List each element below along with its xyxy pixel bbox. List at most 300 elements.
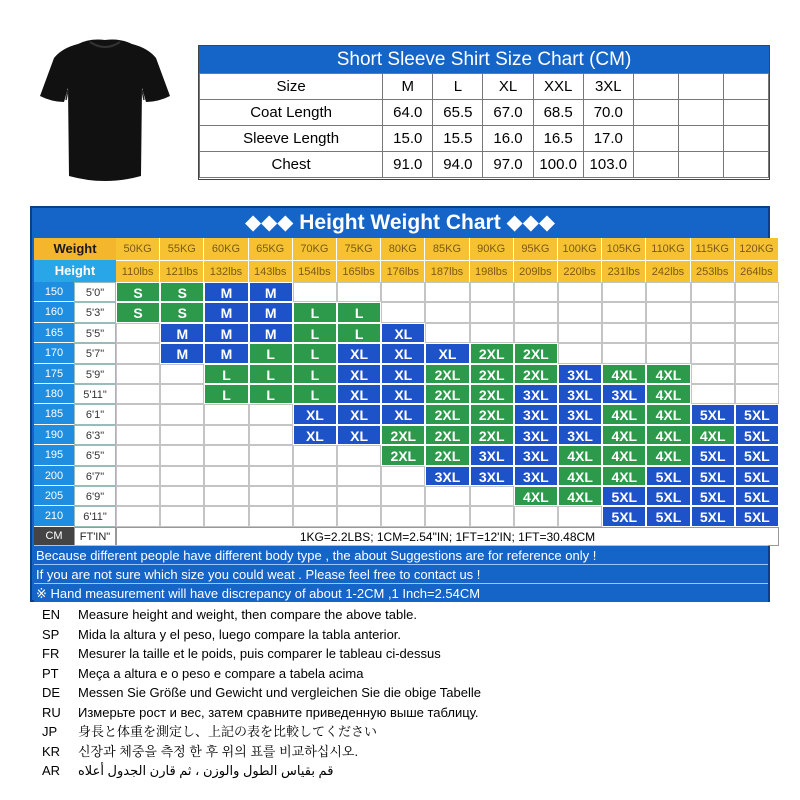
height-ft-label: 5'3" bbox=[74, 302, 116, 322]
size-cell: 5XL bbox=[735, 506, 779, 526]
size-cell: 2XL bbox=[425, 445, 469, 465]
empty-cell bbox=[160, 425, 204, 445]
empty-cell bbox=[116, 384, 160, 404]
height-ft-label: 6'7" bbox=[74, 466, 116, 486]
weight-kg-header: 100KG bbox=[558, 238, 602, 260]
size-cell: 5XL bbox=[691, 404, 735, 424]
empty-cell bbox=[602, 323, 646, 343]
footer-cm-label: CM bbox=[34, 527, 74, 546]
shirt-size-chart bbox=[198, 45, 770, 180]
empty-cell bbox=[204, 506, 248, 526]
size-cell: M bbox=[204, 323, 248, 343]
size-cell: 4XL bbox=[602, 466, 646, 486]
size-cell: 2XL bbox=[470, 404, 514, 424]
size-cell: 4XL bbox=[646, 404, 690, 424]
weight-kg-header: 105KG bbox=[602, 238, 646, 260]
language-code: SP bbox=[42, 626, 60, 642]
size-cell: 3XL bbox=[470, 466, 514, 486]
empty-cell bbox=[116, 486, 160, 506]
instruction-text: 신장과 체중을 측정 한 후 위의 표를 비교하십시오. bbox=[78, 743, 359, 759]
empty-cell bbox=[425, 302, 469, 322]
size-chart-row-label: Size bbox=[200, 74, 383, 100]
size-chart-cell: 67.0 bbox=[483, 100, 533, 126]
size-chart-cell: 103.0 bbox=[583, 152, 633, 178]
size-chart-title: Short Sleeve Shirt Size Chart (CM) bbox=[199, 46, 769, 73]
size-chart-row bbox=[200, 74, 769, 100]
empty-cell bbox=[425, 282, 469, 302]
size-cell: 4XL bbox=[602, 404, 646, 424]
size-cell: L bbox=[293, 364, 337, 384]
size-cell: 4XL bbox=[691, 425, 735, 445]
size-chart-cell: 15.0 bbox=[383, 126, 433, 152]
unit-conversion: 1KG=2.2LBS; 1CM=2.54"IN; 1FT=12'IN; 1FT=30.48CM bbox=[116, 527, 779, 546]
empty-cell bbox=[425, 486, 469, 506]
note-reference: Because different people have different body type , the about Suggestions are for reference only ! bbox=[34, 545, 768, 564]
size-cell: 2XL bbox=[425, 425, 469, 445]
height-cm-label: 205 bbox=[34, 486, 74, 506]
weight-lbs-header: 154lbs bbox=[293, 260, 337, 282]
weight-kg-header: 50KG bbox=[116, 238, 160, 260]
weight-lbs-header: 110lbs bbox=[116, 260, 160, 282]
size-cell: XL bbox=[381, 364, 425, 384]
empty-cell bbox=[381, 282, 425, 302]
size-cell: 5XL bbox=[646, 506, 690, 526]
empty-cell bbox=[646, 302, 690, 322]
size-cell: 2XL bbox=[514, 343, 558, 363]
height-cm-label: 175 bbox=[34, 364, 74, 384]
weight-lbs-header: 198lbs bbox=[470, 260, 514, 282]
height-cm-label: 210 bbox=[34, 506, 74, 526]
size-chart-empty-cell bbox=[678, 126, 723, 152]
weight-lbs-header: 187lbs bbox=[425, 260, 469, 282]
size-cell: 3XL bbox=[514, 466, 558, 486]
size-chart-empty-cell bbox=[633, 126, 678, 152]
weight-kg-header: 65KG bbox=[249, 238, 293, 260]
empty-cell bbox=[691, 323, 735, 343]
empty-cell bbox=[337, 506, 381, 526]
black-shirt-image bbox=[38, 36, 172, 186]
size-chart-cell: 70.0 bbox=[583, 100, 633, 126]
size-cell: L bbox=[249, 384, 293, 404]
empty-cell bbox=[691, 364, 735, 384]
empty-cell bbox=[735, 343, 779, 363]
size-cell: 5XL bbox=[691, 506, 735, 526]
size-chart-cell: 65.5 bbox=[433, 100, 483, 126]
height-ft-label: 5'5" bbox=[74, 323, 116, 343]
instruction-text: Messen Sie Größe und Gewicht und vergleichen Sie die obige Tabelle bbox=[78, 685, 481, 700]
size-cell: XL bbox=[337, 404, 381, 424]
size-cell: 2XL bbox=[470, 384, 514, 404]
size-chart-cell: M bbox=[383, 74, 433, 100]
empty-cell bbox=[735, 384, 779, 404]
size-chart-row-label: Chest bbox=[200, 152, 383, 178]
size-cell: XL bbox=[381, 343, 425, 363]
size-cell: 2XL bbox=[470, 343, 514, 363]
language-code: JP bbox=[42, 724, 58, 739]
size-cell: XL bbox=[293, 425, 337, 445]
weight-lbs-header: 253lbs bbox=[691, 260, 735, 282]
size-cell: 2XL bbox=[381, 445, 425, 465]
size-cell: 2XL bbox=[514, 364, 558, 384]
size-chart-cell: 64.0 bbox=[383, 100, 433, 126]
empty-cell bbox=[249, 506, 293, 526]
size-cell: M bbox=[249, 282, 293, 302]
size-cell: L bbox=[293, 343, 337, 363]
empty-cell bbox=[646, 343, 690, 363]
size-cell: 5XL bbox=[691, 486, 735, 506]
size-cell: L bbox=[337, 323, 381, 343]
size-cell: 2XL bbox=[470, 364, 514, 384]
size-chart-cell: XL bbox=[483, 74, 533, 100]
size-chart-empty-cell bbox=[633, 100, 678, 126]
weight-lbs-header: 231lbs bbox=[602, 260, 646, 282]
size-cell: XL bbox=[381, 384, 425, 404]
instruction-text: Mida la altura y el peso, luego compare la tabla anterior. bbox=[78, 626, 402, 642]
empty-cell bbox=[160, 486, 204, 506]
size-chart-cell: 97.0 bbox=[483, 152, 533, 178]
size-chart-empty-cell bbox=[678, 152, 723, 178]
empty-cell bbox=[116, 445, 160, 465]
weight-kg-header: 70KG bbox=[293, 238, 337, 260]
empty-cell bbox=[293, 486, 337, 506]
language-code: DE bbox=[42, 685, 61, 700]
size-cell: 3XL bbox=[514, 404, 558, 424]
empty-cell bbox=[249, 445, 293, 465]
language-code: EN bbox=[42, 607, 61, 622]
size-cell: 2XL bbox=[425, 384, 469, 404]
empty-cell bbox=[116, 343, 160, 363]
size-cell: S bbox=[160, 302, 204, 322]
empty-cell bbox=[602, 282, 646, 302]
empty-cell bbox=[558, 343, 602, 363]
size-cell: S bbox=[116, 282, 160, 302]
empty-cell bbox=[735, 364, 779, 384]
size-cell: 5XL bbox=[691, 466, 735, 486]
note-contact: If you are not sure which size you could weat . Please feel free to contact us ! bbox=[34, 564, 768, 583]
size-chart-cell: XXL bbox=[533, 74, 583, 100]
size-cell: XL bbox=[337, 425, 381, 445]
size-cell: M bbox=[204, 282, 248, 302]
size-cell: 3XL bbox=[514, 384, 558, 404]
hw-chart-title: ◆◆◆ Height Weight Chart ◆◆◆ bbox=[244, 211, 555, 234]
height-ft-label: 5'7" bbox=[74, 343, 116, 363]
size-cell: L bbox=[293, 323, 337, 343]
size-chart-cell: 68.5 bbox=[533, 100, 583, 126]
size-cell: 4XL bbox=[514, 486, 558, 506]
weight-lbs-header: 242lbs bbox=[646, 260, 690, 282]
weight-kg-header: 95KG bbox=[514, 238, 558, 260]
size-chart-row bbox=[200, 100, 769, 126]
size-chart-empty-cell bbox=[633, 74, 678, 100]
empty-cell bbox=[691, 282, 735, 302]
size-cell: L bbox=[249, 364, 293, 384]
empty-cell bbox=[381, 506, 425, 526]
empty-cell bbox=[160, 445, 204, 465]
size-chart-cell: 16.0 bbox=[483, 126, 533, 152]
size-chart-cell: 100.0 bbox=[533, 152, 583, 178]
empty-cell bbox=[204, 466, 248, 486]
weight-kg-header: 115KG bbox=[691, 238, 735, 260]
size-cell: 5XL bbox=[735, 425, 779, 445]
size-cell: 5XL bbox=[735, 404, 779, 424]
size-cell: 3XL bbox=[602, 384, 646, 404]
size-cell: 2XL bbox=[425, 404, 469, 424]
height-weight-chart bbox=[30, 206, 774, 602]
weight-kg-header: 120KG bbox=[735, 238, 779, 260]
empty-cell bbox=[470, 486, 514, 506]
weight-kg-header: 85KG bbox=[425, 238, 469, 260]
size-chart-empty-cell bbox=[678, 100, 723, 126]
weight-kg-header: 60KG bbox=[204, 238, 248, 260]
empty-cell bbox=[602, 343, 646, 363]
size-cell: L bbox=[337, 302, 381, 322]
instruction-text: Meça a altura e o peso e compare a tabela acima bbox=[78, 665, 364, 681]
size-chart-cell: 94.0 bbox=[433, 152, 483, 178]
size-chart-cell: 17.0 bbox=[583, 126, 633, 152]
empty-cell bbox=[735, 302, 779, 322]
size-cell: 4XL bbox=[646, 425, 690, 445]
empty-cell bbox=[558, 302, 602, 322]
size-chart-empty-cell bbox=[633, 152, 678, 178]
size-cell: 4XL bbox=[646, 364, 690, 384]
height-cm-label: 160 bbox=[34, 302, 74, 322]
size-cell: 4XL bbox=[558, 466, 602, 486]
language-code: PT bbox=[42, 665, 59, 681]
height-ft-label: 5'0" bbox=[74, 282, 116, 302]
size-cell: XL bbox=[381, 404, 425, 424]
empty-cell bbox=[470, 302, 514, 322]
size-cell: XL bbox=[337, 343, 381, 363]
size-chart-empty-cell bbox=[723, 126, 768, 152]
size-chart-row-label: Sleeve Length bbox=[200, 126, 383, 152]
empty-cell bbox=[204, 425, 248, 445]
size-cell: 4XL bbox=[646, 445, 690, 465]
size-cell: XL bbox=[425, 343, 469, 363]
empty-cell bbox=[204, 404, 248, 424]
empty-cell bbox=[249, 425, 293, 445]
height-cm-label: 180 bbox=[34, 384, 74, 404]
size-cell: XL bbox=[337, 364, 381, 384]
empty-cell bbox=[735, 282, 779, 302]
size-cell: 3XL bbox=[558, 425, 602, 445]
size-cell: 3XL bbox=[558, 404, 602, 424]
weight-lbs-header: 176lbs bbox=[381, 260, 425, 282]
language-code: RU bbox=[42, 704, 61, 720]
size-cell: 3XL bbox=[470, 445, 514, 465]
weight-kg-header: 80KG bbox=[381, 238, 425, 260]
empty-cell bbox=[337, 486, 381, 506]
empty-cell bbox=[116, 404, 160, 424]
height-ft-label: 6'5" bbox=[74, 445, 116, 465]
size-cell: 2XL bbox=[381, 425, 425, 445]
empty-cell bbox=[514, 506, 558, 526]
size-chart-empty-cell bbox=[723, 100, 768, 126]
instruction-text: Mesurer la taille et le poids, puis comparer le tableau ci-dessus bbox=[78, 646, 441, 661]
empty-cell bbox=[204, 445, 248, 465]
empty-cell bbox=[116, 425, 160, 445]
size-chart-empty-cell bbox=[723, 152, 768, 178]
size-cell: 5XL bbox=[602, 486, 646, 506]
size-cell: 3XL bbox=[514, 445, 558, 465]
size-cell: 5XL bbox=[735, 486, 779, 506]
language-code: AR bbox=[42, 763, 61, 778]
empty-cell bbox=[735, 323, 779, 343]
size-cell: M bbox=[249, 323, 293, 343]
empty-cell bbox=[160, 506, 204, 526]
size-cell: 5XL bbox=[646, 486, 690, 506]
height-cm-label: 190 bbox=[34, 425, 74, 445]
instruction-text: Measure height and weight, then compare the above table. bbox=[78, 607, 417, 622]
size-chart-cell: 16.5 bbox=[533, 126, 583, 152]
size-cell: L bbox=[204, 364, 248, 384]
weight-kg-header: 55KG bbox=[160, 238, 204, 260]
size-chart-row bbox=[200, 126, 769, 152]
empty-cell bbox=[558, 282, 602, 302]
size-chart-empty-cell bbox=[723, 74, 768, 100]
empty-cell bbox=[602, 302, 646, 322]
weight-lbs-header: 264lbs bbox=[735, 260, 779, 282]
empty-cell bbox=[293, 506, 337, 526]
size-chart-empty-cell bbox=[678, 74, 723, 100]
empty-cell bbox=[160, 466, 204, 486]
instruction-text: قم بقياس الطول والوزن ، ثم قارن الجدول أعلاه bbox=[78, 763, 334, 778]
size-cell: 4XL bbox=[558, 445, 602, 465]
size-cell: XL bbox=[337, 384, 381, 404]
size-chart-cell: 91.0 bbox=[383, 152, 433, 178]
size-cell: XL bbox=[381, 323, 425, 343]
size-cell: L bbox=[293, 384, 337, 404]
size-cell: 3XL bbox=[425, 466, 469, 486]
size-chart-row-label: Coat Length bbox=[200, 100, 383, 126]
size-cell: 3XL bbox=[558, 364, 602, 384]
weight-lbs-header: 121lbs bbox=[160, 260, 204, 282]
empty-cell bbox=[381, 466, 425, 486]
height-ft-label: 6'11" bbox=[74, 506, 116, 526]
size-cell: 5XL bbox=[602, 506, 646, 526]
empty-cell bbox=[470, 282, 514, 302]
empty-cell bbox=[381, 486, 425, 506]
size-cell: M bbox=[204, 343, 248, 363]
weight-lbs-header: 132lbs bbox=[204, 260, 248, 282]
empty-cell bbox=[249, 486, 293, 506]
height-cm-label: 200 bbox=[34, 466, 74, 486]
empty-cell bbox=[470, 506, 514, 526]
height-ft-label: 6'3" bbox=[74, 425, 116, 445]
weight-label: Weight bbox=[34, 238, 116, 260]
height-ft-label: 6'9" bbox=[74, 486, 116, 506]
empty-cell bbox=[558, 323, 602, 343]
size-cell: 2XL bbox=[470, 425, 514, 445]
size-chart-cell: 3XL bbox=[583, 74, 633, 100]
size-cell: S bbox=[160, 282, 204, 302]
empty-cell bbox=[116, 506, 160, 526]
empty-cell bbox=[514, 323, 558, 343]
empty-cell bbox=[691, 343, 735, 363]
empty-cell bbox=[425, 506, 469, 526]
height-ft-label: 6'1" bbox=[74, 404, 116, 424]
height-cm-label: 150 bbox=[34, 282, 74, 302]
empty-cell bbox=[514, 282, 558, 302]
size-cell: 5XL bbox=[691, 445, 735, 465]
size-cell: 5XL bbox=[646, 466, 690, 486]
size-cell: 4XL bbox=[602, 425, 646, 445]
empty-cell bbox=[337, 282, 381, 302]
empty-cell bbox=[337, 466, 381, 486]
size-cell: 3XL bbox=[558, 384, 602, 404]
size-cell: 4XL bbox=[602, 445, 646, 465]
empty-cell bbox=[293, 282, 337, 302]
empty-cell bbox=[470, 323, 514, 343]
size-cell: 5XL bbox=[735, 445, 779, 465]
empty-cell bbox=[293, 466, 337, 486]
weight-lbs-header: 143lbs bbox=[249, 260, 293, 282]
empty-cell bbox=[691, 302, 735, 322]
language-code: FR bbox=[42, 646, 60, 661]
weight-kg-header: 75KG bbox=[337, 238, 381, 260]
instruction-text: 身長と体重を測定し、上記の表を比較してください bbox=[78, 724, 378, 739]
height-cm-label: 195 bbox=[34, 445, 74, 465]
empty-cell bbox=[116, 364, 160, 384]
size-cell: L bbox=[249, 343, 293, 363]
empty-cell bbox=[249, 404, 293, 424]
height-cm-label: 165 bbox=[34, 323, 74, 343]
size-chart-row bbox=[200, 152, 769, 178]
height-ft-label: 5'9" bbox=[74, 364, 116, 384]
empty-cell bbox=[293, 445, 337, 465]
language-code: KR bbox=[42, 743, 61, 759]
size-chart-cell: L bbox=[433, 74, 483, 100]
empty-cell bbox=[204, 486, 248, 506]
size-cell: M bbox=[160, 323, 204, 343]
instruction-text: Измерьте рост и вес, затем сравните приведенную выше таблицу. bbox=[78, 704, 479, 720]
size-cell: 5XL bbox=[735, 466, 779, 486]
size-cell: 4XL bbox=[602, 364, 646, 384]
height-ft-label: 5'11" bbox=[74, 384, 116, 404]
empty-cell bbox=[514, 302, 558, 322]
empty-cell bbox=[381, 302, 425, 322]
size-cell: S bbox=[116, 302, 160, 322]
size-chart-table bbox=[199, 73, 769, 178]
weight-kg-header: 90KG bbox=[470, 238, 514, 260]
size-cell: 3XL bbox=[514, 425, 558, 445]
empty-cell bbox=[337, 445, 381, 465]
weight-lbs-header: 165lbs bbox=[337, 260, 381, 282]
note-measurement: ※ Hand measurement will have discrepancy of about 1-2CM ,1 Inch=2.54CM bbox=[34, 583, 768, 602]
size-cell: M bbox=[204, 302, 248, 322]
empty-cell bbox=[249, 466, 293, 486]
empty-cell bbox=[160, 384, 204, 404]
empty-cell bbox=[646, 282, 690, 302]
size-cell: 4XL bbox=[558, 486, 602, 506]
empty-cell bbox=[646, 323, 690, 343]
empty-cell bbox=[558, 506, 602, 526]
footer-ft-label: FT'IN" bbox=[74, 527, 116, 546]
empty-cell bbox=[425, 323, 469, 343]
size-cell: XL bbox=[293, 404, 337, 424]
size-cell: M bbox=[249, 302, 293, 322]
weight-kg-header: 110KG bbox=[646, 238, 690, 260]
weight-lbs-header: 220lbs bbox=[558, 260, 602, 282]
size-cell: M bbox=[160, 343, 204, 363]
size-cell: 2XL bbox=[425, 364, 469, 384]
height-label: Height bbox=[34, 260, 116, 282]
size-chart-cell: 15.5 bbox=[433, 126, 483, 152]
height-cm-label: 170 bbox=[34, 343, 74, 363]
height-cm-label: 185 bbox=[34, 404, 74, 424]
size-cell: L bbox=[204, 384, 248, 404]
empty-cell bbox=[160, 364, 204, 384]
empty-cell bbox=[691, 384, 735, 404]
